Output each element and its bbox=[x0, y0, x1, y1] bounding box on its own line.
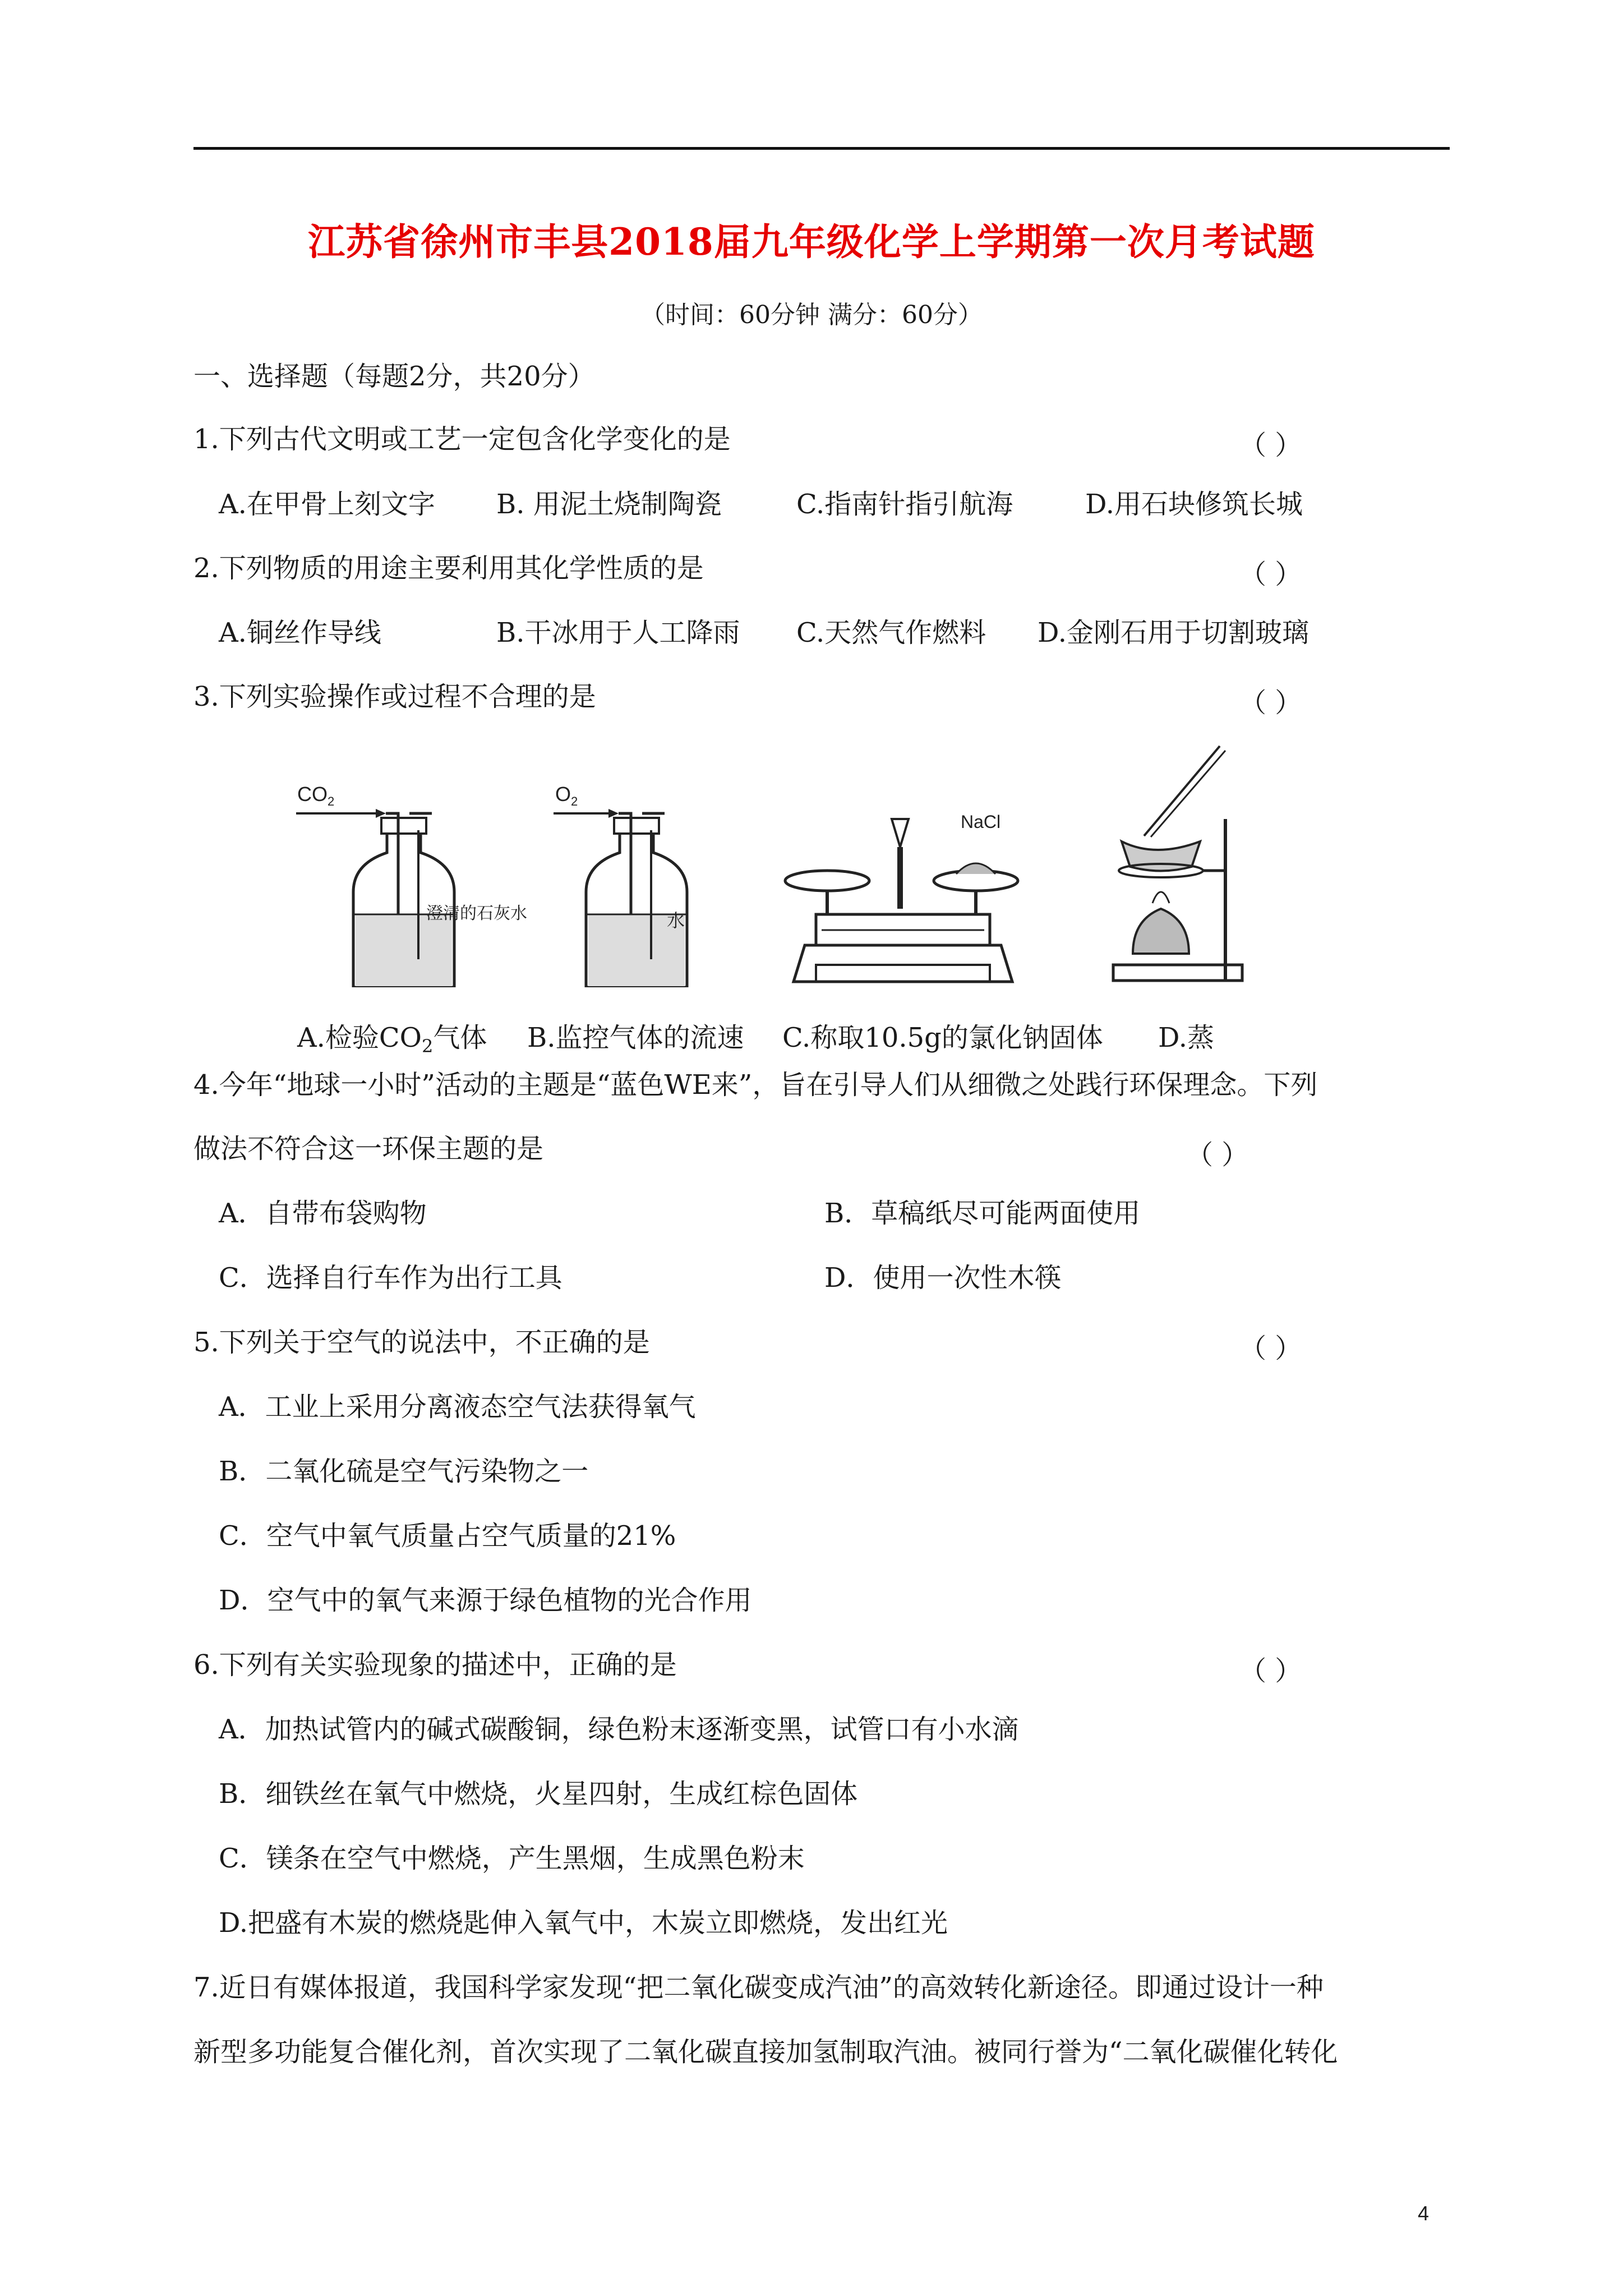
q2-option-a: A.铜丝作导线 bbox=[219, 617, 381, 648]
figure-c-balance bbox=[782, 797, 1023, 987]
answer-paren: （ ） bbox=[1239, 1655, 1302, 1687]
question-1-stem: 1.下列古代文明或工艺一定包含化学变化的是 bbox=[193, 424, 731, 455]
question-2-stem: 2.下列物质的用途主要利用其化学性质的是 bbox=[193, 553, 704, 584]
answer-paren: （ ） bbox=[1186, 1139, 1249, 1171]
question-6-stem: 6.下列有关实验现象的描述中，正确的是 bbox=[193, 1649, 677, 1681]
q6-option-a: A．加热试管内的碱式碳酸铜，绿色粉末逐渐变黑，试管口有小水滴 bbox=[219, 1714, 1019, 1745]
q5-option-c: C．空气中氧气质量占空气质量的21% bbox=[219, 1520, 676, 1552]
figure-b-o2-water bbox=[547, 774, 715, 987]
q3-option-d: D.蒸 bbox=[1158, 1022, 1215, 1053]
svg-text:NaCl: NaCl bbox=[961, 812, 1001, 832]
figure-a-co2-limewater bbox=[292, 774, 527, 987]
q3-option-b: B.监控气体的流速 bbox=[527, 1022, 744, 1053]
q6-option-c: C．镁条在空气中燃烧，产生黑烟，生成黑色粉末 bbox=[219, 1843, 805, 1874]
q1-option-c: C.指南针指引航海 bbox=[796, 489, 1013, 520]
q4-option-d: D．使用一次性木筷 bbox=[824, 1262, 1062, 1294]
svg-text:水: 水 bbox=[667, 910, 685, 931]
answer-paren: （ ） bbox=[1239, 687, 1302, 719]
exam-subtitle: （时间：60分钟 满分：60分） bbox=[640, 301, 983, 329]
svg-text:澄清的石灰水: 澄清的石灰水 bbox=[426, 904, 527, 923]
answer-paren: （ ） bbox=[1239, 430, 1302, 461]
question-4-stem-line1: 4.今年“地球一小时”活动的主题是“蓝色WE来”，旨在引导人们从细微之处践行环保理念。下列 bbox=[193, 1069, 1318, 1101]
answer-paren: （ ） bbox=[1239, 559, 1302, 590]
q2-option-c: C.天然气作燃料 bbox=[796, 617, 986, 648]
q2-option-d: D.金刚石用于切割玻璃 bbox=[1038, 617, 1310, 648]
question-3-stem: 3.下列实验操作或过程不合理的是 bbox=[193, 681, 596, 712]
q2-option-b: B.干冰用于人工降雨 bbox=[496, 617, 740, 648]
q4-option-a: A．自带布袋购物 bbox=[219, 1198, 427, 1229]
q5-option-d: D．空气中的氧气来源于绿色植物的光合作用 bbox=[219, 1585, 752, 1616]
question-5-stem: 5.下列关于空气的说法中，不正确的是 bbox=[193, 1327, 650, 1358]
q5-option-b: B．二氧化硫是空气污染物之一 bbox=[219, 1456, 589, 1487]
page-number: 4 bbox=[1418, 2202, 1430, 2225]
svg-text:CO2: $CO_2$ bbox=[297, 783, 335, 808]
figure-d-evaporation bbox=[1099, 740, 1245, 987]
svg-text:O2: $O_2$ bbox=[555, 783, 578, 808]
q6-option-b: B．细铁丝在氧气中燃烧，火星四射，生成红棕色固体 bbox=[219, 1778, 858, 1810]
q3-option-c: C.称取10.5g的氯化钠固体 bbox=[782, 1022, 1103, 1053]
q4-option-c: C．选择自行车作为出行工具 bbox=[219, 1262, 562, 1294]
section-heading: 一、选择题（每题2分，共20分） bbox=[193, 361, 595, 392]
question-4-stem-line2: 做法不符合这一环保主题的是 bbox=[193, 1133, 544, 1165]
q5-option-a: A．工业上采用分离液态空气法获得氧气 bbox=[219, 1391, 696, 1423]
answer-paren: （ ） bbox=[1239, 1333, 1302, 1364]
exam-title: 江苏省徐州市丰县2018届九年级化学上学期第一次月考试题 bbox=[308, 220, 1315, 264]
q1-option-a: A.在甲骨上刻文字 bbox=[219, 489, 435, 520]
header-rule bbox=[193, 147, 1450, 150]
q6-option-d: D.把盛有木炭的燃烧匙伸入氧气中，木炭立即燃烧，发出红光 bbox=[219, 1907, 948, 1939]
question-7-stem-line2: 新型多功能复合催化剂，首次实现了二氧化碳直接加氢制取汽油。被同行誉为“二氧化碳催化转化 bbox=[193, 2036, 1338, 2068]
q4-option-b: B．草稿纸尽可能两面使用 bbox=[824, 1198, 1141, 1229]
question-7-stem-line1: 7.近日有媒体报道，我国科学家发现“把二氧化碳变成汽油”的高效转化新途径。即通过设计一种 bbox=[193, 1972, 1324, 2003]
q1-option-b: B. 用泥土烧制陶瓷 bbox=[496, 489, 722, 520]
q3-option-a: A.检验$CO_2$气体 bbox=[297, 1022, 487, 1057]
q1-option-d: D.用石块修筑长城 bbox=[1085, 489, 1303, 520]
